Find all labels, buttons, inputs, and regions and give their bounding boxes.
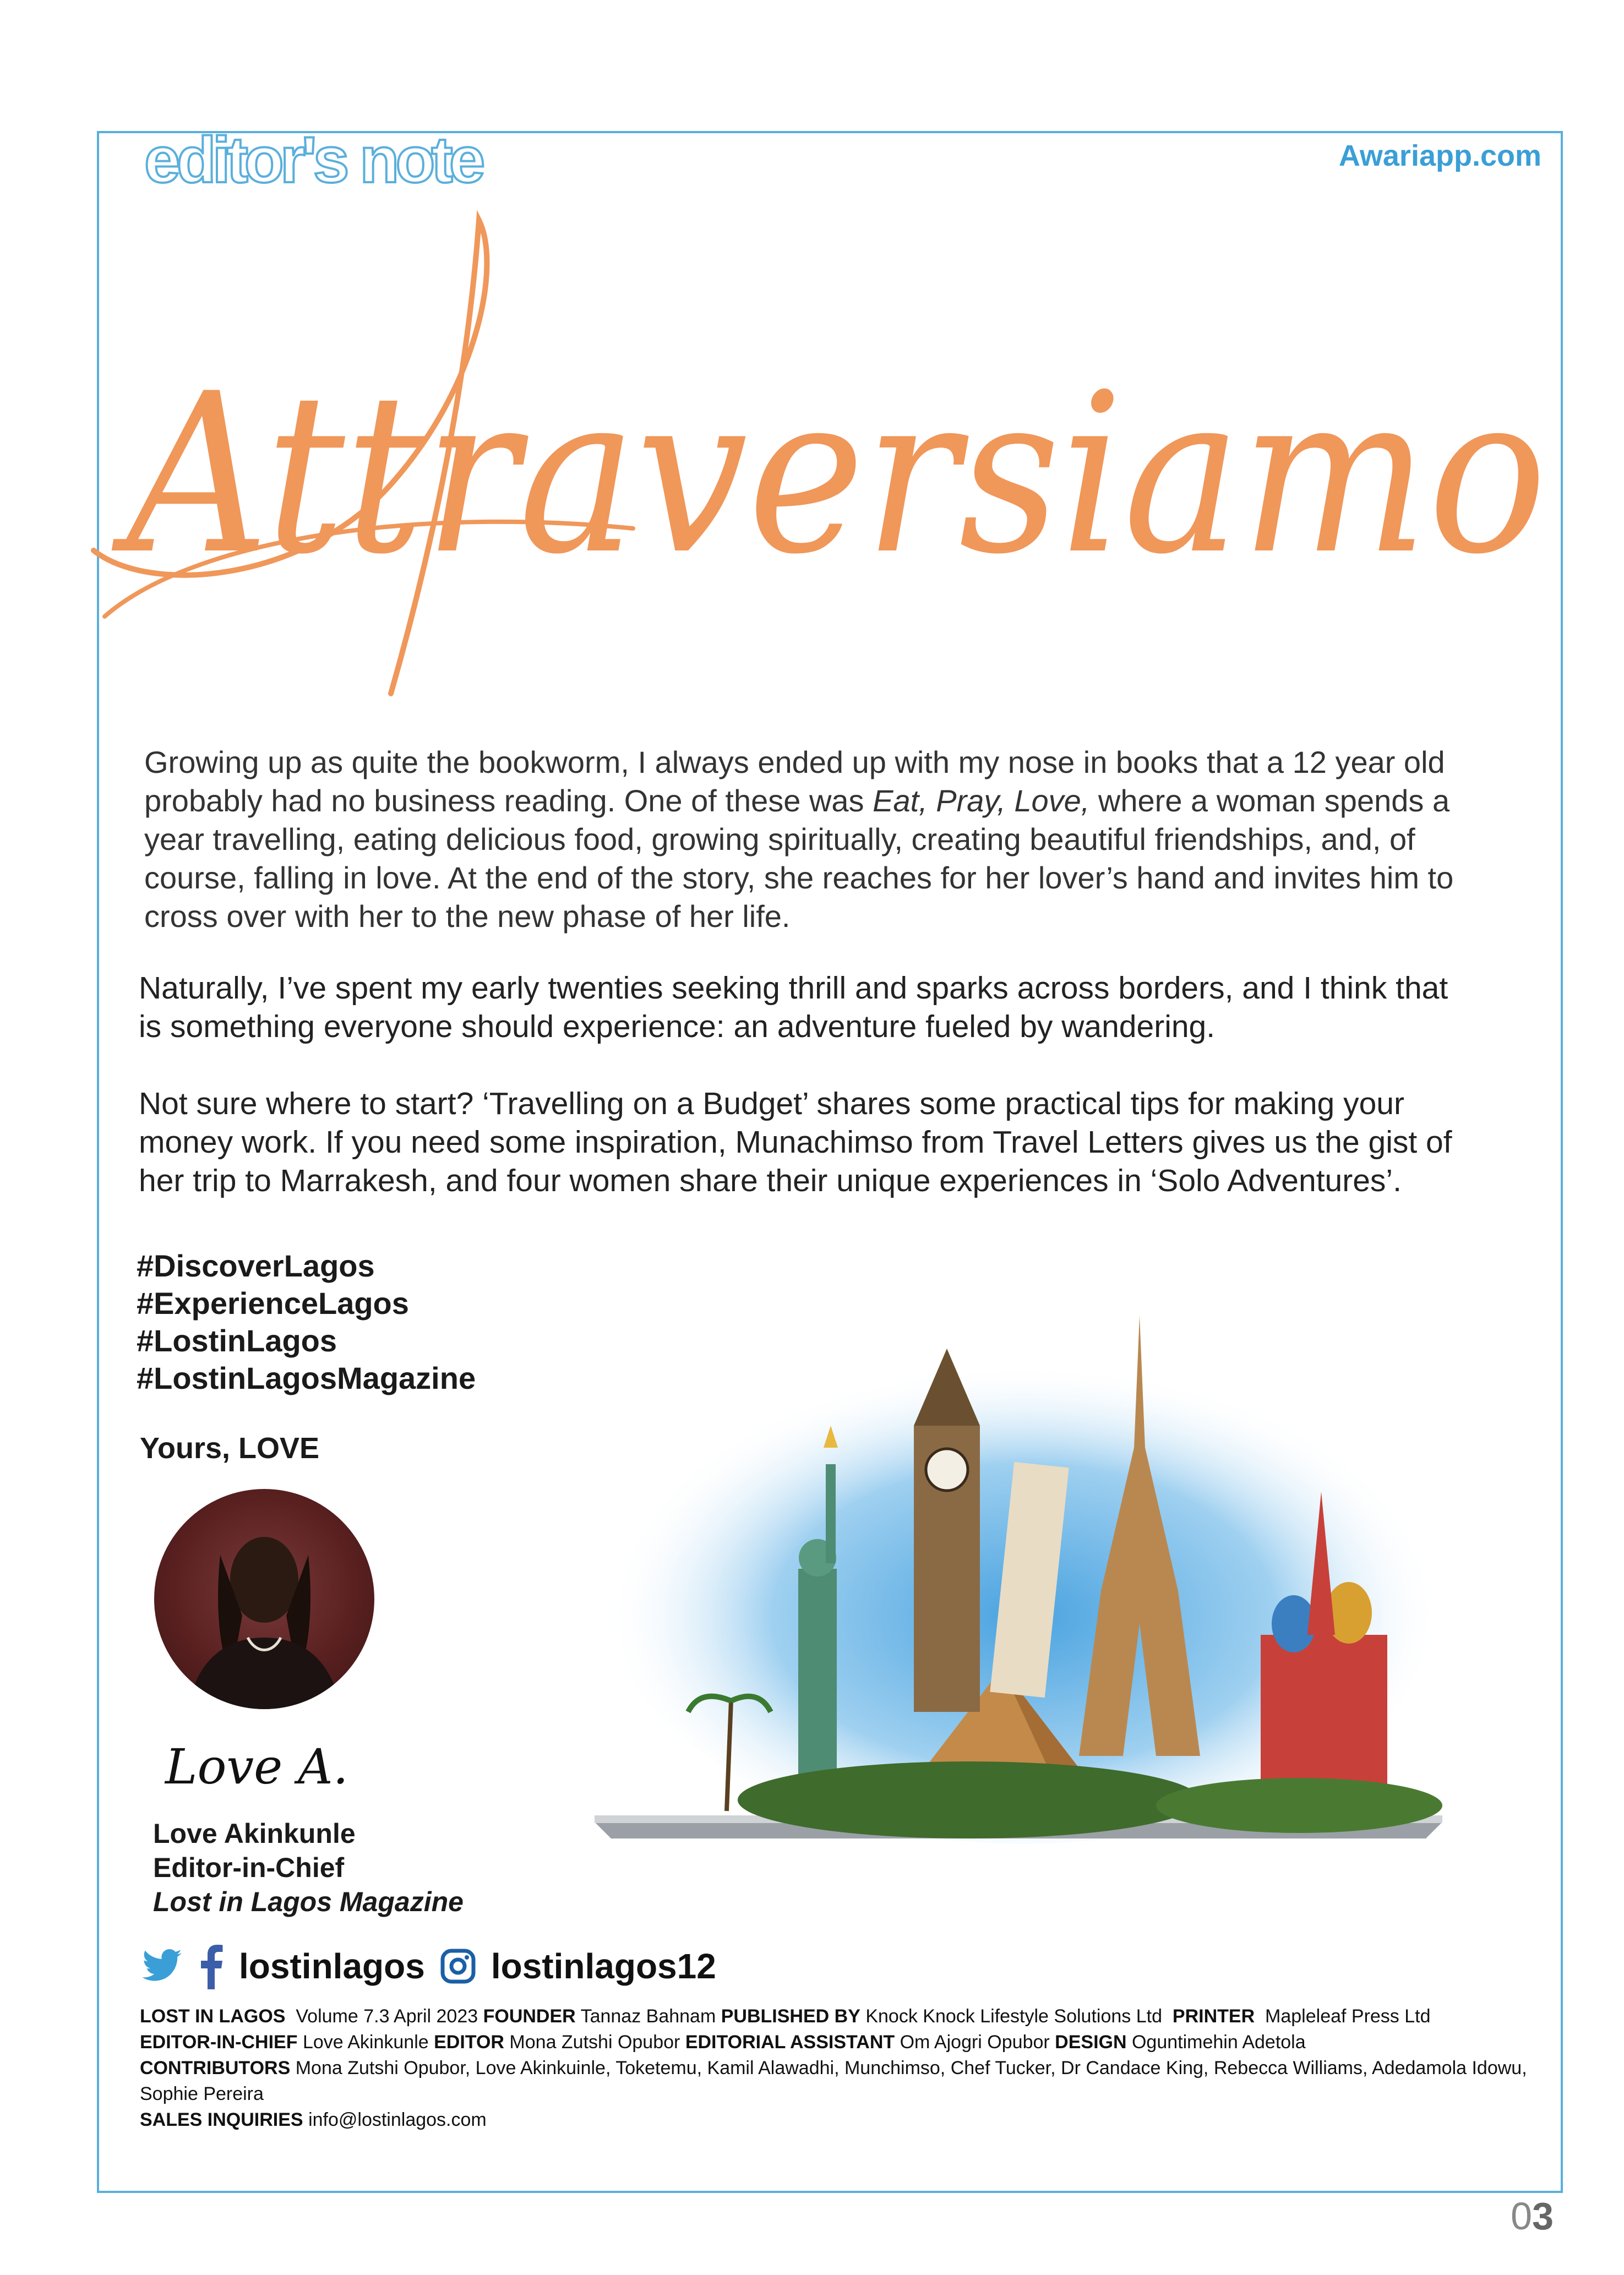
editor-name: Love Akinkunle	[153, 1818, 356, 1849]
hashtag[interactable]: #LostinLagos	[137, 1323, 337, 1358]
title-text: Attraversiamo	[111, 347, 1547, 603]
editor-avatar	[154, 1489, 374, 1709]
hashtag[interactable]: #DiscoverLagos	[137, 1248, 375, 1283]
website-link[interactable]: Awariapp.com	[1338, 139, 1541, 172]
section-label: editor's note	[144, 124, 482, 197]
instagram-icon[interactable]	[440, 1949, 476, 1984]
sales-email[interactable]: info@lostinlagos.com	[308, 2109, 487, 2130]
social-links	[142, 1943, 716, 1989]
twitter-icon[interactable]	[142, 1949, 184, 1984]
landmarks-illustration	[584, 1283, 1453, 1866]
title-script	[83, 198, 1602, 738]
paragraph-1: Growing up as quite the bookworm, I always ended up with my nose in books that a 12 year old probably had no business reading. One of these was Eat, Pray, Love, where a woman spends a year travelling, eating delicious food, growing spiritually, creating beautiful friendships, and, of course, falling in love. At the end of the story, she reaches for her lover’s hand and invites him to cross over with her to the new phase of her life.	[144, 745, 1454, 934]
facebook-icon[interactable]	[199, 1943, 224, 1989]
hashtag[interactable]: #LostinLagosMagazine	[137, 1361, 476, 1395]
paragraph-3: Not sure where to start? ‘Travelling on a Budget’ shares some practical tips for making your money work. If you need some inspiration, Munachimso from Travel Letters gives us the gist of her trip to Marrakesh, and four women share their unique experiences in ‘Solo Adventures’.	[139, 1086, 1452, 1198]
instagram-handle[interactable]: lostinlagos12	[491, 1946, 716, 1986]
page-number: 03	[1511, 2195, 1554, 2238]
book-title: Eat, Pray, Love,	[873, 783, 1090, 818]
masthead-credits: LOST IN LAGOS Volume 7.3 April 2023 FOUNDER Tannaz Bahnam PUBLISHED BY Knock Knock Lifestyle Solutions Ltd PRINTER Mapleleaf Press Ltd EDITOR-IN-CHIEF Love Akinkunle EDITOR Mona Zutshi Opubor EDITORIAL ASSISTANT Om Ajogri Opubor DESIGN Oguntimehin Adetola CONTRIBUTORS Mona Zutshi Opubor, Love Akinkuinle, Toketemu, Kamil Alawadhi, Munchimso, Chef Tucker, Dr Candace King, Rebecca Williams, Adedamola Idowu, Sophie Pereira SALES INQUIRIES info@lostinlagos.com	[140, 2006, 1527, 2130]
facebook-handle[interactable]: lostinlagos	[239, 1946, 425, 1986]
signoff: Yours, LOVE	[140, 1432, 320, 1465]
editor-credit	[153, 1816, 464, 1919]
signature-text: Love A.	[165, 1738, 348, 1795]
editor-role: Editor-in-Chief	[153, 1852, 345, 1883]
editor-publication: Lost in Lagos Magazine	[153, 1886, 464, 1917]
signature	[160, 1734, 391, 1800]
hashtag-list	[137, 1247, 476, 1397]
hashtag[interactable]: #ExperienceLagos	[137, 1286, 409, 1321]
paragraph-2: Naturally, I’ve spent my early twenties seeking thrill and sparks across borders, and I think that is something everyone should experience: an adventure fueled by wandering.	[139, 970, 1448, 1044]
